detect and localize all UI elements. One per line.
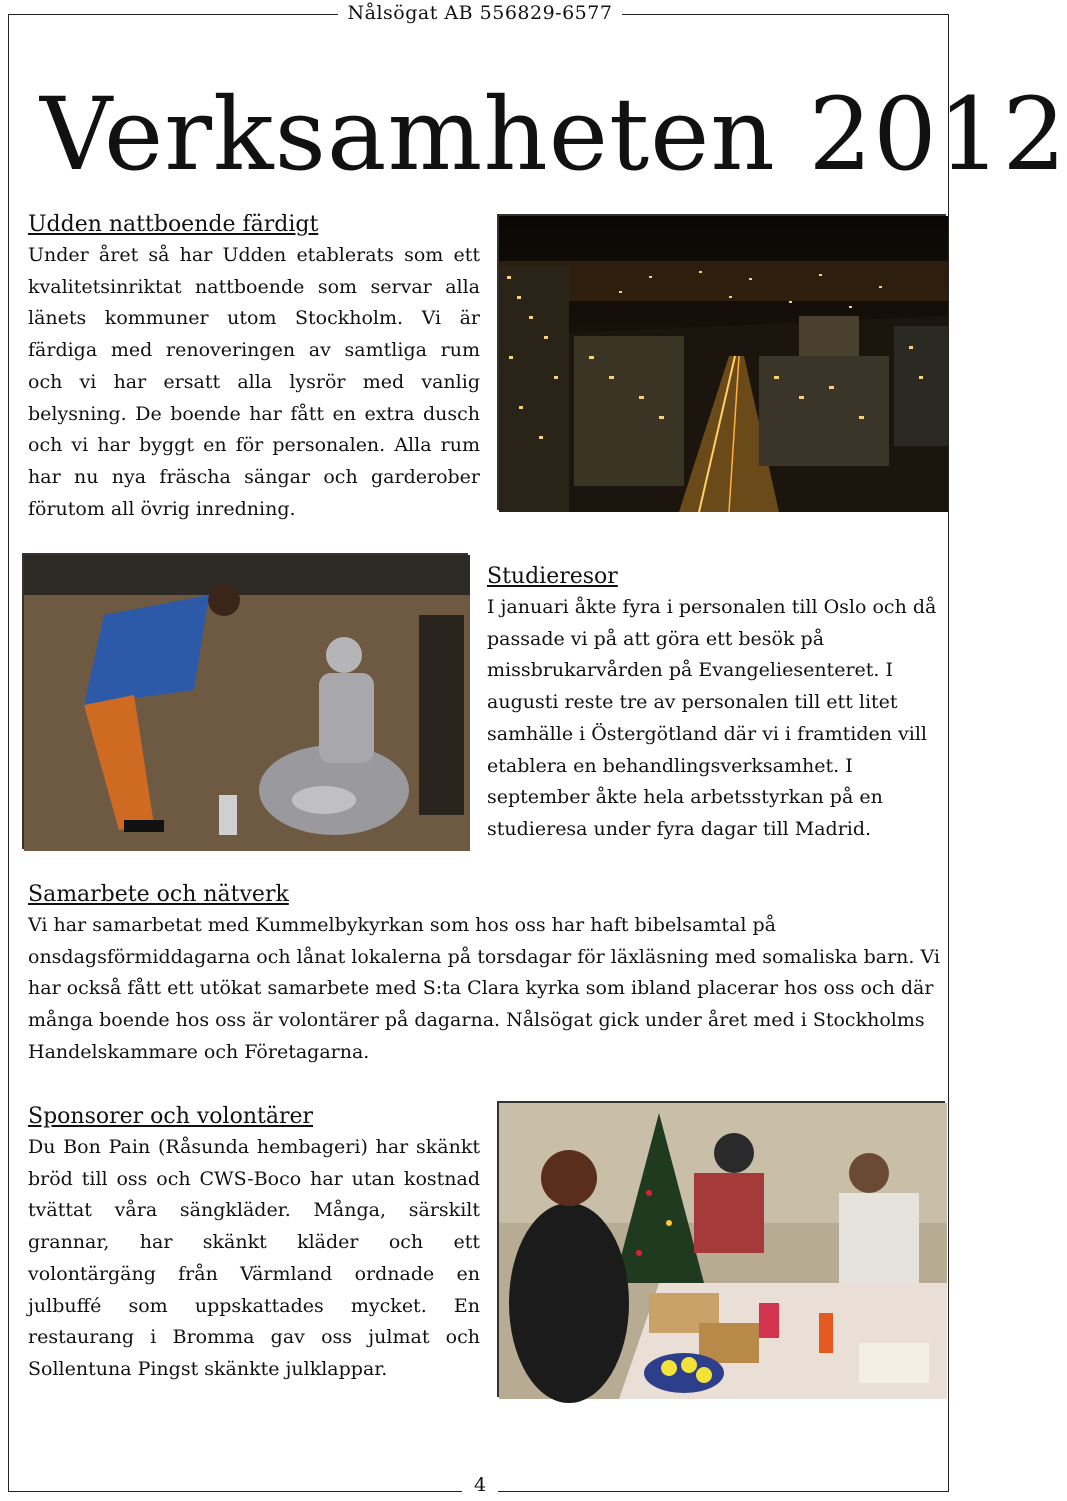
section-sponsorer xyxy=(28,1102,480,1386)
section-heading: Udden nattboende färdigt xyxy=(28,212,319,237)
section-heading: Sponsorer och volontärer xyxy=(28,1104,314,1129)
christmas-buffet-illustration xyxy=(499,1103,947,1399)
company-info: Nålsögat AB 556829-6577 xyxy=(338,2,623,24)
section-text: Under året så har Udden etablerats som ett kvalitetsinriktat nattboende som servar alla länets kommuner utom Stockholm. Vi är färdiga med renoveringen av samtliga rum och vi har ersatt alla lysrör med vanlig belysning. De boende har fått en extra dusch och vi har byggt en för personalen. Alla rum har nu nya fräscha sängar och garderober förutom all övrig inredning. xyxy=(28,244,480,520)
page-title: Verksamheten 2012 xyxy=(40,76,1067,193)
section-text: I januari åkte fyra i personalen till Oslo och då passade vi på att göra ett besök på missbrukarvården på Evangeliesenteret. I augusti reste tre av personalen till ett litet samhälle i Östergötland där vi i framtiden vill etablera en behandlingsverksamhet. I september åkte hela arbetsstyrkan på en studieresa under fyra dagar till Madrid. xyxy=(487,596,937,840)
city-night-photo xyxy=(497,214,946,510)
section-text: Du Bon Pain (Råsunda hembageri) har skänkt bröd till oss och CWS-Boco har utan kostnad tvättat våra sängkläder. Många, särskilt grannar, har skänkt kläder och ett volontärgäng från Värmland ordnade en julbuffé som uppskattades mycket. En restaurang i Bromma gav oss julmat och Sollentuna Pingst skänkte julklappar. xyxy=(28,1136,480,1380)
section-heading: Samarbete och nätverk xyxy=(28,882,289,907)
christmas-buffet-photo xyxy=(497,1101,945,1397)
section-text: Vi har samarbetat med Kummelbykyrkan som hos oss har haft bibelsamtal på onsdagsförmiddagarna och lånat lokalerna på torsdagar för läxläsning med somaliska barn. Vi har också fått ett utökat samarbete med S:ta Clara kyrka som ibland placerar hos oss och där många boende hos oss är volontärer på dagarna. Nålsögat gick under året med i Stockholms Handelskammare och Företagarna. xyxy=(28,914,940,1063)
city-night-illustration xyxy=(499,216,948,512)
page-number: 4 xyxy=(462,1474,498,1496)
page-header xyxy=(0,0,960,26)
page-footer xyxy=(0,1474,960,1496)
section-studieresor xyxy=(487,562,939,846)
street-performer-photo xyxy=(22,553,468,849)
section-samarbete xyxy=(28,880,940,1069)
street-performer-illustration xyxy=(24,555,470,851)
section-heading: Studieresor xyxy=(487,564,618,589)
section-udden xyxy=(28,210,480,525)
